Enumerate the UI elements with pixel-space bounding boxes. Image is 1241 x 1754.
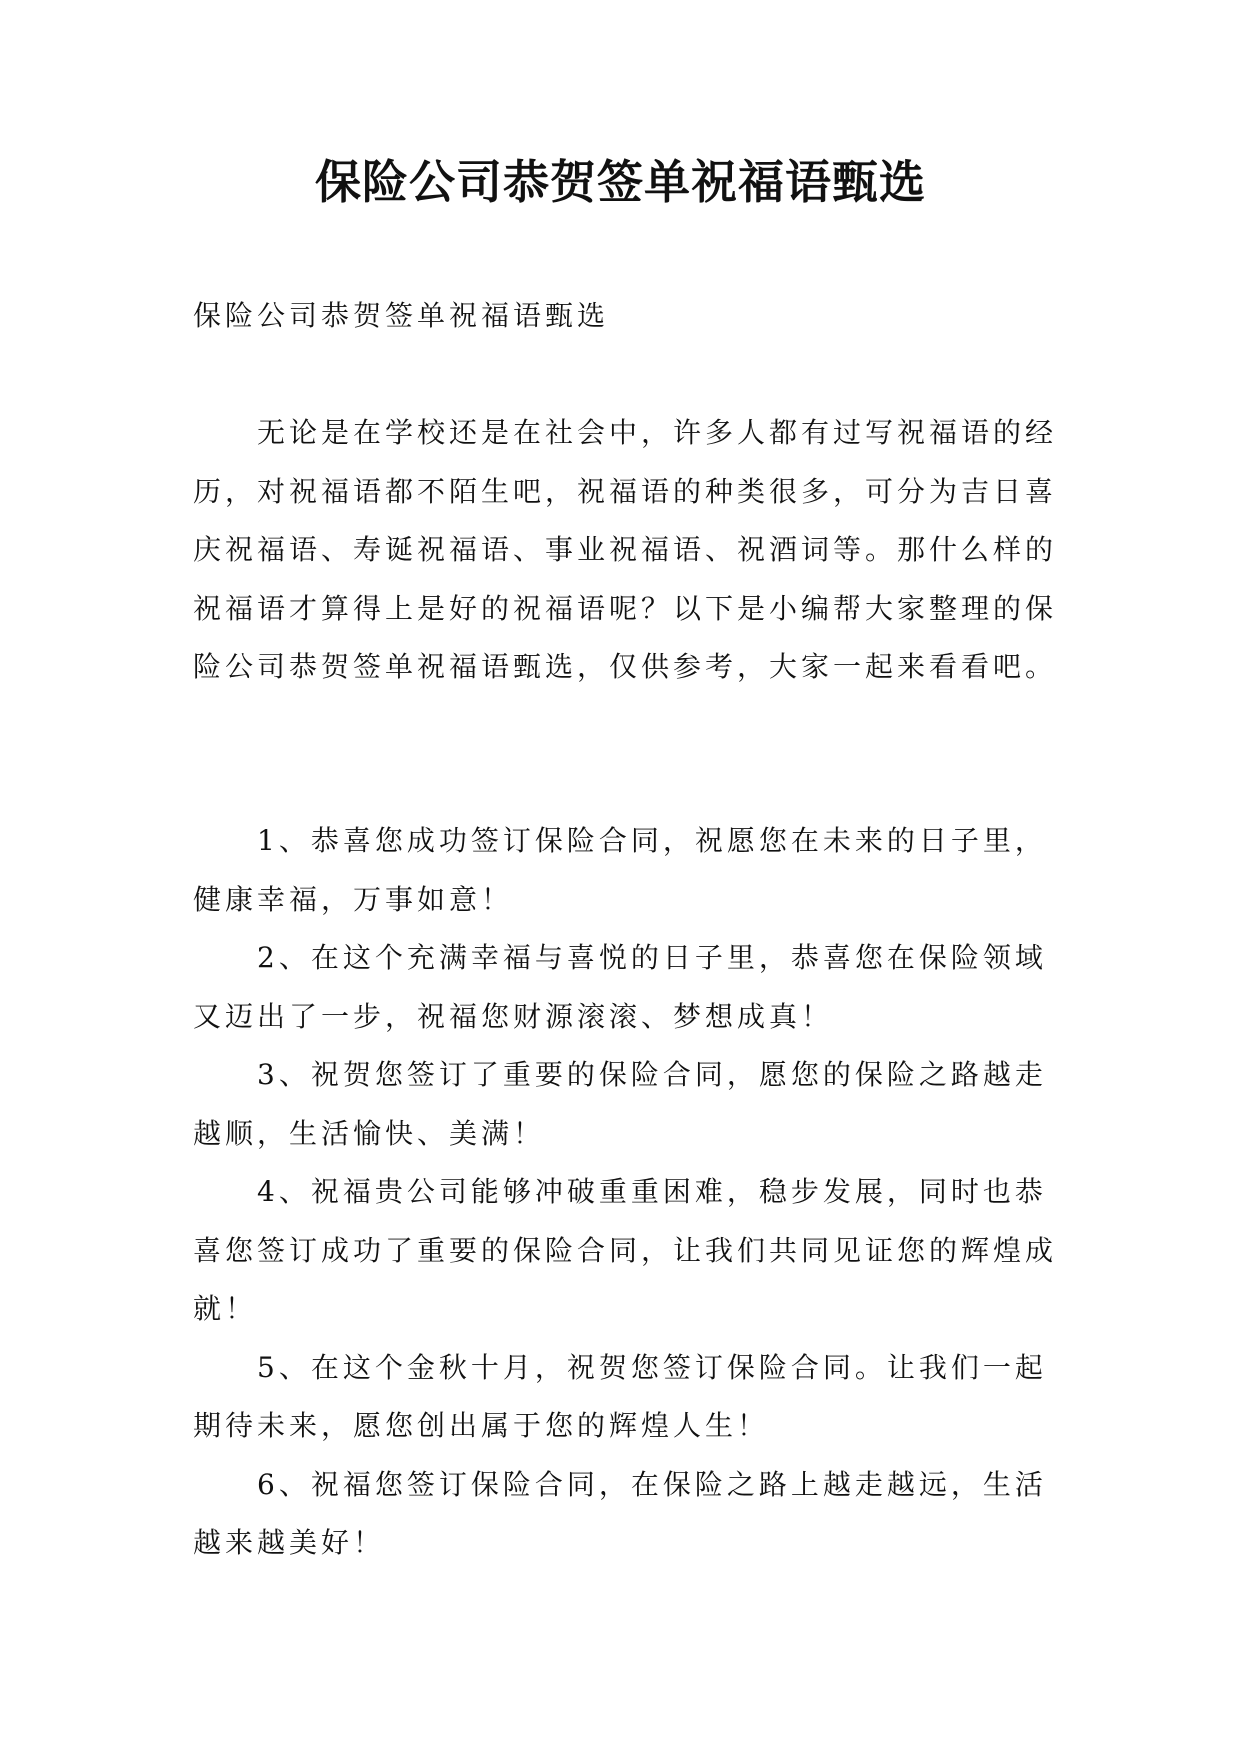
document-subtitle: 保险公司恭贺签单祝福语甄选 — [193, 299, 610, 332]
greeting-item-5: 5、在这个金秋十月，祝贺您签订保险合同。让我们一起期待未来，愿您创出属于您的辉煌人生！ — [193, 1350, 1047, 1442]
greeting-item-1: 1、恭喜您成功签订保险合同，祝愿您在未来的日子里，健康幸福，万事如意！ — [193, 824, 1047, 916]
greeting-item-2: 2、在这个充满幸福与喜悦的日子里，恭喜您在保险领域又迈出了一步，祝福您财源滚滚、梦想成真！ — [193, 941, 1047, 1033]
greeting-item-4: 4、祝福贵公司能够冲破重重困难，稳步发展，同时也恭喜您签订成功了重要的保险合同，让我们共同见证您的辉煌成就！ — [193, 1175, 1058, 1325]
intro-paragraph: 无论是在学校还是在社会中，许多人都有过写祝福语的经历，对祝福语都不陌生吧，祝福语的种类很多，可分为吉日喜庆祝福语、寿诞祝福语、事业祝福语、祝酒词等。那什么样的祝福语才算得上是好的祝福语呢？以下是小编帮大家整理的保险公司恭贺签单祝福语甄选，仅供参考，大家一起来看看吧。 — [193, 416, 1058, 683]
document-title: 保险公司恭贺签单祝福语甄选 — [315, 155, 926, 209]
greeting-item-3: 3、祝贺您签订了重要的保险合同，愿您的保险之路越走越顺，生活愉快、美满！ — [193, 1058, 1047, 1150]
greeting-list — [193, 812, 1073, 1573]
greeting-item-6: 6、祝福您签订保险合同，在保险之路上越走越远，生活越来越美好！ — [193, 1467, 1047, 1559]
